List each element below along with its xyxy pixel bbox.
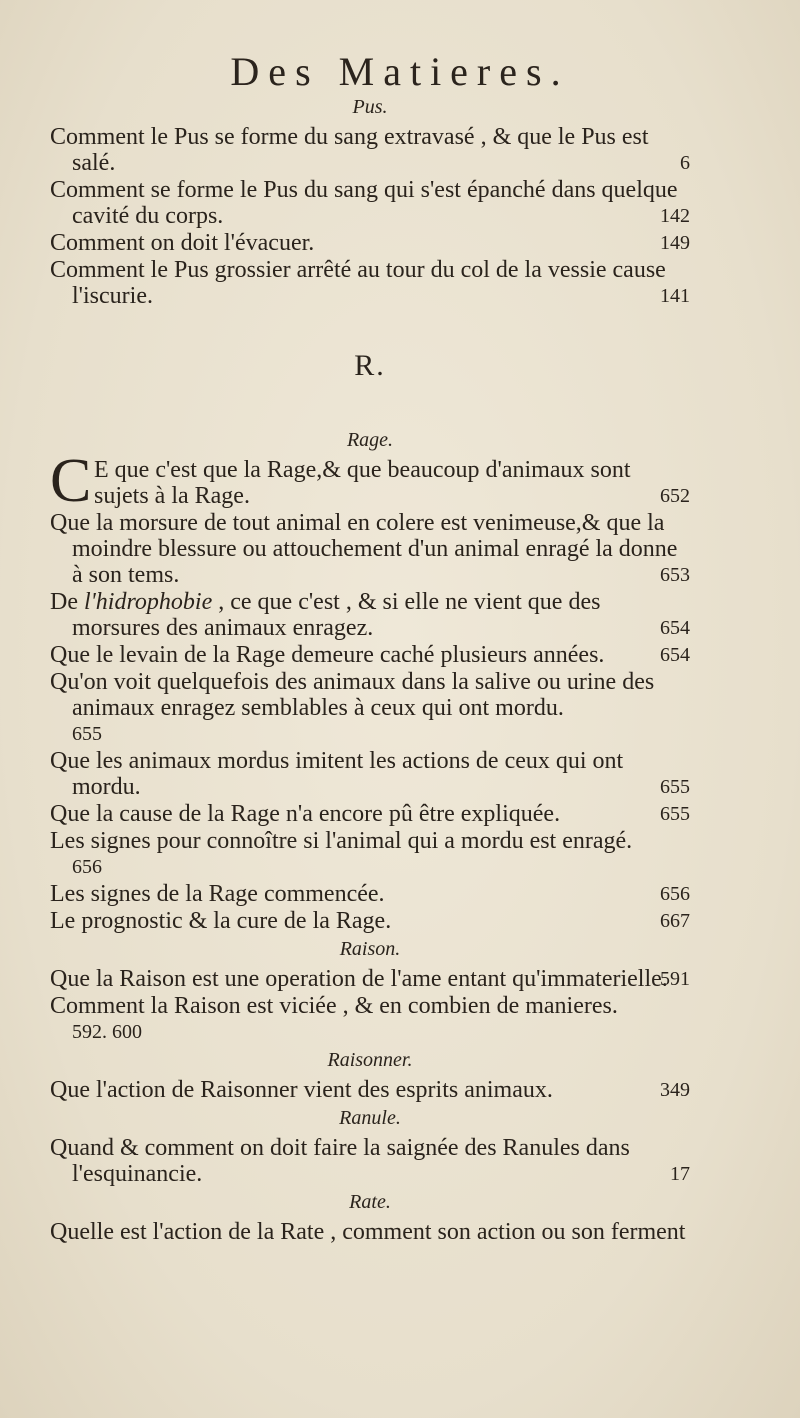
index-entry: Comment le Pus grossier arrêté au tour du col de la vessie cause l'iscurie. 141 (50, 257, 690, 309)
index-entry: Que la cause de la Rage n'a encore pû être expliquée. 655 (50, 801, 690, 827)
drop-cap: C (50, 447, 92, 515)
index-entry-first: C E que c'est que la Rage,& que beaucoup d'animaux sont sujets à la Rage. 652 (50, 447, 690, 515)
page-number: 349 (660, 1079, 690, 1101)
page-number: 656 (660, 883, 690, 905)
index-entry: Comment la Raison est viciée , & en combien de manieres. 592. 600 (50, 993, 690, 1045)
index-entry: De l'hidrophobie , ce que c'est , & si elle ne vient que des morsures des animaux enragez. 654 (50, 589, 690, 641)
index-entry: Comment le Pus se forme du sang extravasé , & que le Pus est salé. 6 (50, 124, 690, 176)
subheading-pus: Pus. (352, 96, 388, 118)
page-number: 142 (660, 205, 690, 227)
subheading-raisonner: Raisonner. (327, 1049, 413, 1071)
subheading-raison: Raison. (339, 938, 401, 960)
page-number: 654 (660, 617, 690, 639)
index-entry: Que les animaux mordus imitent les actions de ceux qui ont mordu. 655 (50, 748, 690, 800)
subheading-ranule: Ranule. (339, 1107, 401, 1129)
subheading-rage: Rage. (346, 429, 394, 451)
index-entry: Quand & comment on doit faire la saignée des Ranules dans l'esquinancie. 17 (50, 1135, 690, 1187)
index-entry: Comment se forme le Pus du sang qui s'est épanché dans quelque cavité du corps. 142 (50, 177, 690, 229)
page-number: 17 (670, 1163, 690, 1185)
page-number: 656 (72, 856, 102, 878)
index-entry: Comment on doit l'évacuer. 149 (50, 230, 690, 256)
page-number: 652 (660, 485, 690, 507)
page-number: 655 (72, 723, 102, 745)
index-entry: Que l'action de Raisonner vient des esprits animaux. 349 (50, 1077, 690, 1103)
page-number: 653 (660, 564, 690, 586)
page-number: 6 (680, 152, 690, 174)
index-entry: Quelle est l'action de la Rate , comment son action ou son ferment (50, 1219, 686, 1245)
page-number: 149 (660, 232, 690, 254)
page-number: 655 (660, 776, 690, 798)
section-letter: R. (354, 349, 386, 382)
index-entry: Que le levain de la Rage demeure caché plusieurs années. 654 (50, 642, 690, 668)
page-number: 591 (660, 968, 690, 990)
page-number: 654 (660, 644, 690, 666)
subheading-rate: Rate. (349, 1191, 391, 1213)
index-entry: Que la Raison est une operation de l'ame entant qu'immaterielle. 591 (50, 966, 690, 992)
page-number: 667 (660, 910, 690, 932)
index-entry: Les signes pour connoître si l'animal qui a mordu est enragé. 656 (50, 828, 690, 880)
index-entry: Le prognostic & la cure de la Rage. 667 (50, 908, 690, 934)
page-number: 655 (660, 803, 690, 825)
page-number: 141 (660, 285, 690, 307)
index-entry: Que la morsure de tout animal en colere est venimeuse,& que la moindre blessure ou attouchement d'un animal enragé la donne à son tems. 653 (50, 510, 690, 588)
running-head: Des Matieres. (230, 49, 570, 94)
page-number: 592. 600 (72, 1021, 142, 1043)
index-entry: Les signes de la Rage commencée. 656 (50, 881, 690, 907)
index-entry: Qu'on voit quelquefois des animaux dans la salive ou urine des animaux enragez semblables à ceux qui ont mordu. 655 (50, 669, 690, 747)
section-pus (50, 92, 690, 1246)
